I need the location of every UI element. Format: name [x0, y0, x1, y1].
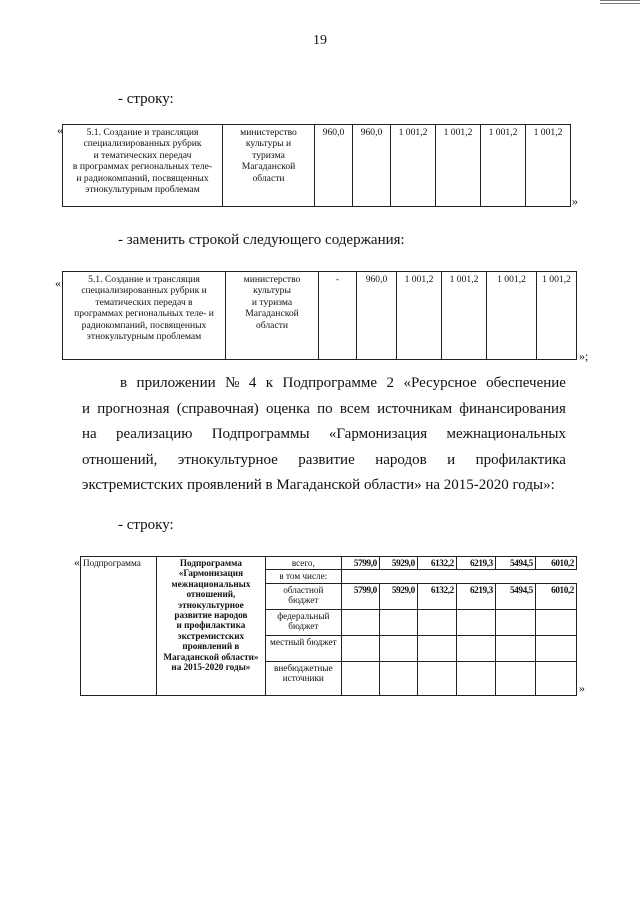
word: по: [317, 400, 333, 417]
old-name-line: 5.1. Создание и трансляция: [86, 127, 199, 138]
subprogram-name-line: проявлений в: [182, 641, 240, 652]
local-value: [456, 635, 495, 661]
old-value-cell: 1 001,2: [391, 125, 436, 207]
paragraph-line: [82, 448, 566, 474]
total-value: 5494,5: [495, 557, 535, 570]
paragraph-appendix-4: [82, 371, 566, 499]
word: реализацию: [115, 426, 193, 442]
regional-value: 6010,2: [535, 583, 576, 609]
word: и: [82, 400, 91, 417]
word: обеспечение: [486, 375, 566, 391]
federal-value: [495, 609, 535, 635]
extrabudgetary-value: [456, 661, 495, 695]
new-executor-line: Магаданской: [245, 308, 299, 320]
word: оценка: [265, 400, 310, 417]
word: приложении: [136, 375, 216, 391]
old-name-line: в программах региональных теле-: [72, 161, 213, 173]
word: Подпрограмме: [282, 375, 378, 391]
local-value: [495, 635, 535, 661]
new-name-line: тематических передач в: [95, 296, 193, 308]
new-executor-line: министерство: [243, 274, 301, 285]
new-name-line: 5.1. Создание и трансляция: [88, 274, 200, 285]
extrabudgetary-value: [417, 661, 456, 695]
old-executor-line: Магаданской: [241, 161, 296, 173]
instruction-stroku-2: - строку:: [118, 517, 174, 533]
subprogram-name-line: отношений,: [186, 589, 236, 600]
subprogram-type-cell: Подпрограмма: [81, 557, 157, 696]
old-value-cell: 960,0: [315, 125, 353, 207]
new-name-line: радиокомпаний, посвященных: [81, 319, 207, 331]
old-executor-line: министерство: [240, 127, 297, 138]
old-executor-line: области: [252, 172, 285, 184]
local-value: [379, 635, 417, 661]
row-label-local: местный бюджет: [265, 635, 341, 661]
row-label-extrabudgetary: внебюджетные источники: [265, 661, 341, 695]
paragraph-last-line: экстремистских проявлений в Магаданской области» на 2015-2020 годы»:: [82, 477, 555, 493]
word: прогнозная: [97, 400, 170, 417]
new-executor-line: и туризма: [251, 296, 293, 308]
local-value: [417, 635, 456, 661]
corner-mark: [600, 0, 640, 6]
instruction-zamenit: - заменить строкой следующего содержания:: [118, 232, 405, 248]
open-quote-2: «: [55, 276, 61, 290]
word: этнокультурное: [177, 451, 278, 468]
paragraph-line: [82, 422, 566, 448]
word: на: [82, 426, 97, 442]
old-value-cell: 1 001,2: [526, 125, 571, 207]
old-value-cell: 1 001,2: [436, 125, 481, 207]
subprogram-name-line: Магаданской области»: [163, 651, 259, 662]
new-executor-line: области: [255, 319, 289, 331]
close-quote-3: »: [579, 681, 585, 695]
instruction-stroku: - строку:: [118, 91, 174, 107]
word: Подпрограммы: [211, 426, 310, 442]
total-value: 5929,0: [379, 557, 417, 570]
word: 4: [248, 375, 257, 391]
word: источникам: [377, 400, 453, 417]
new-value-cell: 960,0: [357, 272, 397, 360]
word: отношений,: [82, 451, 158, 468]
empty-cell: [495, 570, 535, 583]
word: и: [447, 451, 456, 468]
extrabudgetary-value: [379, 661, 417, 695]
table-old-row: [62, 124, 571, 207]
new-value-cell: 1 001,2: [487, 272, 537, 360]
regional-value: 5494,5: [495, 583, 535, 609]
empty-cell: [456, 570, 495, 583]
total-value: 6132,2: [417, 557, 456, 570]
table-new-row: [62, 271, 577, 360]
subprogram-name-line: экстремистских: [177, 630, 245, 641]
word: «Гармонизация: [328, 426, 428, 442]
total-value: 6010,2: [535, 557, 576, 570]
table-subprogram: [80, 556, 577, 696]
subprogram-name-cell: [156, 557, 265, 696]
new-value-cell: 1 001,2: [397, 272, 442, 360]
federal-value: [417, 609, 456, 635]
open-quote-1: «: [57, 123, 63, 137]
new-name-line: программах региональных теле- и: [74, 308, 214, 320]
word: всем: [339, 400, 370, 417]
regional-value: 5799,0: [341, 583, 379, 609]
word: межнациональных: [446, 426, 566, 442]
old-executor-line: туризма: [252, 149, 285, 161]
word: в: [120, 375, 128, 391]
old-row-executor-cell: [223, 125, 315, 207]
row-label-regional: областной бюджет: [265, 583, 341, 609]
old-executor-line: культуры и: [245, 138, 292, 150]
local-value: [341, 635, 379, 661]
old-name-line: и тематических передач: [93, 149, 192, 161]
total-value: 5799,0: [341, 557, 379, 570]
regional-value: 6132,2: [417, 583, 456, 609]
old-row-name-cell: [63, 125, 223, 207]
old-name-line: специализированных рубрик: [83, 138, 202, 150]
new-row-name-cell: [63, 272, 226, 360]
regional-value: 6219,3: [456, 583, 495, 609]
word: 2: [386, 375, 395, 391]
empty-cell: [535, 570, 576, 583]
new-value-cell: -: [319, 272, 357, 360]
empty-cell: [417, 570, 456, 583]
old-name-line: этнокультурным проблемам: [85, 184, 200, 196]
word: №: [225, 375, 240, 391]
subprogram-name-line: этнокультурное: [178, 599, 244, 610]
word: финансирования: [459, 400, 566, 417]
subprogram-name-line: «Гармонизация: [178, 568, 244, 579]
old-value-cell: 1 001,2: [481, 125, 526, 207]
close-quote-semicolon: »;: [579, 349, 589, 363]
federal-value: [379, 609, 417, 635]
close-quote-1: »: [572, 194, 578, 208]
new-row-executor-cell: [226, 272, 319, 360]
word: «Ресурсное: [403, 375, 477, 391]
extrabudgetary-value: [495, 661, 535, 695]
new-name-line: специализированных рубрик и: [81, 285, 207, 297]
subprogram-name-line: развитие народов: [174, 610, 248, 621]
old-value-cell: 960,0: [353, 125, 391, 207]
total-value: 6219,3: [456, 557, 495, 570]
new-executor-line: культуры: [253, 285, 291, 297]
old-name-line: и радиокомпаний, посвященных: [76, 172, 209, 184]
local-value: [535, 635, 576, 661]
subprogram-name-line: Подпрограмма: [179, 558, 242, 568]
empty-cell: [379, 570, 417, 583]
federal-value: [456, 609, 495, 635]
extrabudgetary-value: [535, 661, 576, 695]
word: профилактика: [475, 451, 566, 468]
word: к: [265, 375, 274, 391]
row-label-federal: федеральный бюджет: [265, 609, 341, 635]
federal-value: [341, 609, 379, 635]
new-value-cell: 1 001,2: [537, 272, 577, 360]
word: развитие: [298, 451, 355, 468]
word: (справочная): [176, 400, 259, 417]
extrabudgetary-value: [341, 661, 379, 695]
federal-value: [535, 609, 576, 635]
subprogram-name-line: и профилактика: [176, 620, 246, 631]
new-name-line: этнокультурным проблемам: [86, 331, 202, 343]
subprogram-name-line: на 2015-2020 годы»: [171, 662, 251, 673]
paragraph-line: [82, 397, 566, 423]
regional-value: 5929,0: [379, 583, 417, 609]
word: народов: [375, 451, 427, 468]
open-quote-3: «: [74, 555, 80, 569]
subprogram-name-line: межнациональных: [171, 578, 251, 589]
new-value-cell: 1 001,2: [442, 272, 487, 360]
empty-cell: [341, 570, 379, 583]
page-number: 19: [313, 33, 327, 48]
paragraph-line: [82, 371, 566, 397]
row-label-total: всего,: [265, 557, 341, 570]
row-label-including: в том числе:: [265, 570, 341, 583]
